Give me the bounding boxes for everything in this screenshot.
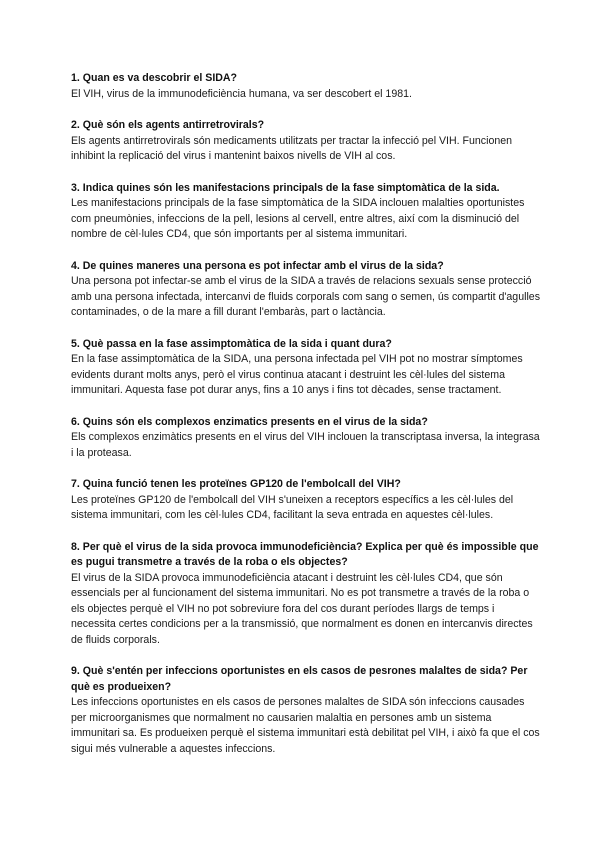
answer-5: En la fase assimptomàtica de la SIDA, una persona infectada pel VIH pot no mostrar símptomes evidents durant molts anys, però el virus continua atacant i destruint les cèl·lules del sistema immunitari. Aquesta fase pot durar anys, fins a 10 anys i fins tot dècades, sense tractament. — [71, 353, 523, 396]
answer-1: El VIH, virus de la immunodeficiència humana, va ser descobert el 1981. — [71, 87, 412, 100]
answer-3: Les manifestacions principals de la fase simptomàtica de la SIDA inclouen malalties oportunistes com pneumònies, infeccions de la pell, lesions al cervell, entre altres, així com la disminució del nombre de cèl·lules CD4, que són importants per al sistema immunitari. — [71, 197, 525, 240]
qa-item-2 — [71, 118, 540, 165]
answer-6: Els complexos enzimàtics presents en el virus del VIH inclouen la transcriptasa inversa, la integrasa i la proteasa. — [71, 431, 540, 459]
question-8: 8. Per què el virus de la sida provoca immunodeficiència? Explica per què és impossible que es pugui transmetre a través de la roba o els objectes? — [71, 540, 539, 568]
qa-item-5 — [71, 337, 540, 399]
question-3: 3. Indica quines són les manifestacions principals de la fase simptomàtica de la sida. — [71, 181, 500, 194]
qa-item-6 — [71, 415, 540, 462]
answer-7: Les proteïnes GP120 de l'embolcall del VIH s'uneixen a receptors específics a les cèl·lules del sistema immunitari, com les cèl·lules CD4, facilitant la seva entrada en aquestes cèl·lules. — [71, 493, 514, 521]
question-7: 7. Quina funció tenen les proteïnes GP120 de l'embolcall del VIH? — [71, 478, 401, 490]
answer-9: Les infeccions oportunistes en els casos de persones malaltes de SIDA són infeccions causades per microorganismes que normalment no causarien malaltia en persones amb un sistema immunitari sa. Es produeixen perquè el sistema immunitari està debilitat pel VIH, i això fa que el cos sigui més vulnerable a aquestes infeccions. — [71, 696, 540, 755]
qa-item-1 — [71, 71, 540, 102]
answer-4: Una persona pot infectar-se amb el virus de la SIDA a través de relacions sexuals sense protecció amb una persona infectada, intercanvi de fluids corporals com sang o semen, ús compartit d'agulles contaminades, o de la mare a fill durant l'embaràs, part o lactància. — [71, 275, 540, 318]
question-6: 6. Quins són els complexos enzimatics presents en el virus de la sida? — [71, 415, 428, 428]
qa-item-7 — [71, 477, 540, 524]
question-4: 4. De quines maneres una persona es pot infectar amb el virus de la sida? — [71, 259, 444, 272]
question-5: 5. Què passa en la fase assimptomàtica de la sida i quant dura? — [71, 337, 392, 350]
question-2: 2. Què són els agents antirretrovirals? — [71, 119, 265, 131]
answer-8: El virus de la SIDA provoca immunodeficiència atacant i destruint les cèl·lules CD4, que són essencials per al funcionament del sistema immunitari. No es pot transmetre a través de la roba o els objectes perquè el VIH no pot sobreviure fora del cos durant períodes llargs de temps i necessita certes condicions per a la transmissió, que normalment es donen en intercanvis directes de fluids corporals. — [71, 571, 533, 646]
qa-item-9 — [71, 664, 540, 757]
answer-2: Els agents antirretrovirals són medicaments utilitzats per tractar la infecció pel VIH. Funcionen inhibint la replicació del virus i mantenint baixos nivells de VIH al cos. — [71, 134, 513, 162]
qa-item-8 — [71, 540, 540, 649]
question-1: 1. Quan es va descobrir el SIDA? — [71, 72, 238, 84]
question-9: 9. Què s'entén per infeccions oportunistes en els casos de pesrones malaltes de sida? Per què es produeixen? — [71, 665, 528, 693]
qa-item-4 — [71, 259, 540, 321]
qa-item-3 — [71, 181, 540, 243]
